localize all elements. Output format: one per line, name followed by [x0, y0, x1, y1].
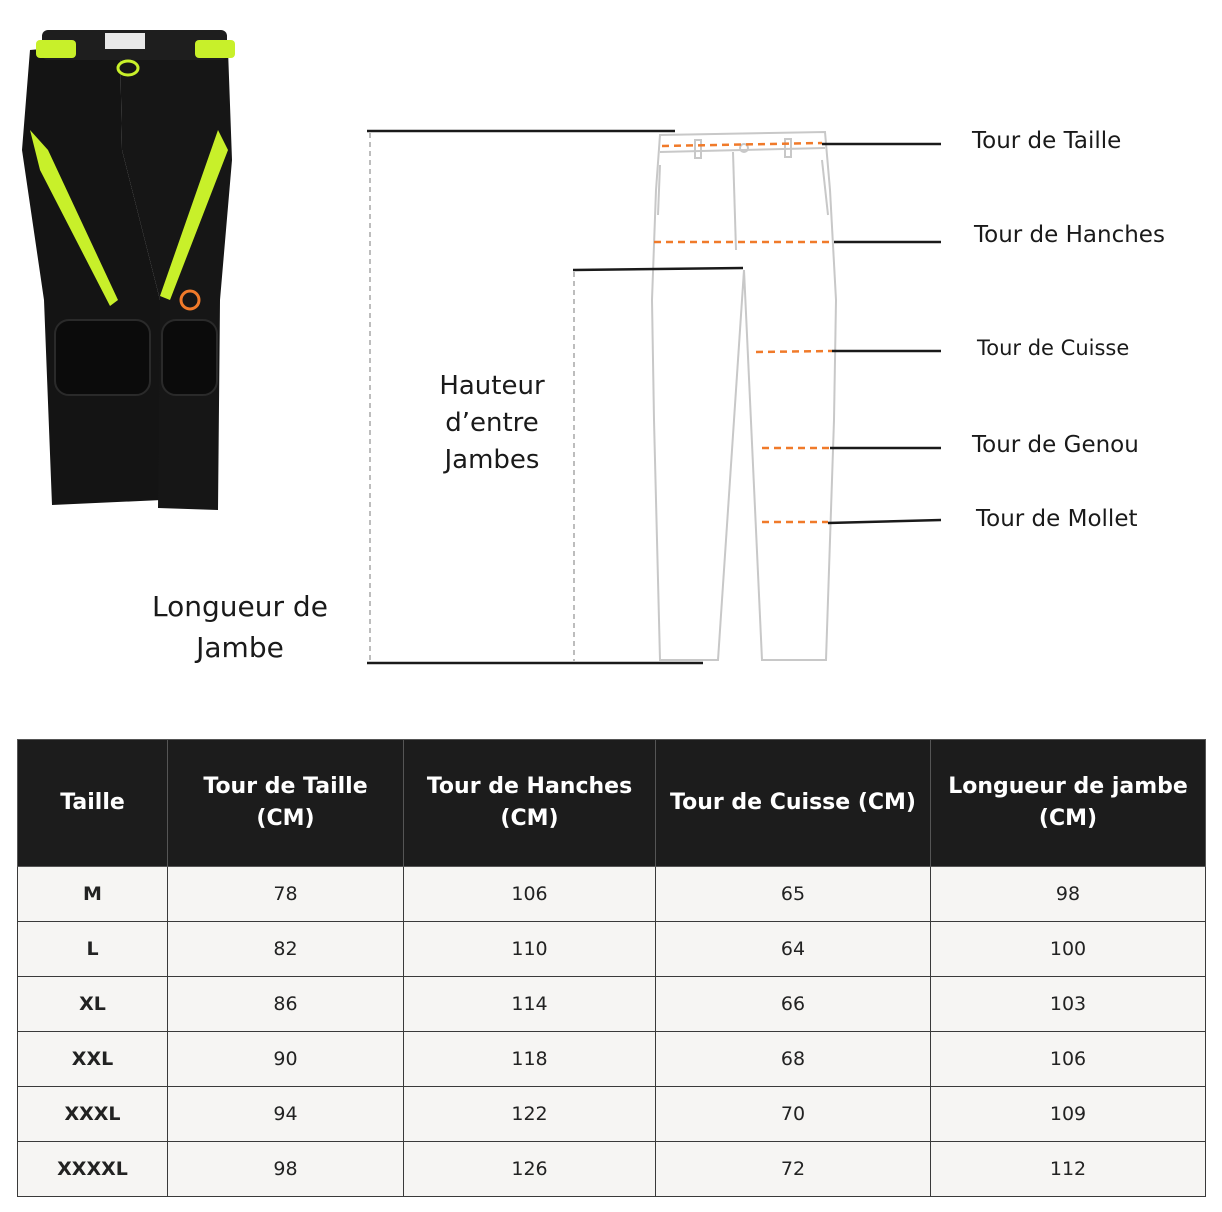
knee-pad-right — [162, 320, 217, 395]
size-table-body — [18, 867, 1206, 1197]
measurement-marks — [654, 143, 834, 522]
hips-label: Tour de Hanches — [974, 222, 1165, 248]
header-cell-thigh: Tour de Cuisse (CM) — [656, 740, 931, 867]
table-cell: 65 — [656, 867, 931, 922]
size-table — [17, 739, 1206, 1197]
table-cell: 68 — [656, 1032, 931, 1087]
product-photo — [22, 30, 235, 510]
knee-label: Tour de Genou — [972, 432, 1139, 458]
strap-right — [195, 40, 235, 58]
table-cell: 110 — [404, 922, 656, 977]
header-cell-hips: Tour de Hanches (CM) — [404, 740, 656, 867]
size-cell: L — [18, 922, 168, 977]
table-cell: 100 — [931, 922, 1206, 977]
inseam-label-line-2: d’entre — [445, 408, 539, 438]
knee-pad-left — [55, 320, 150, 395]
trouser-outline — [652, 132, 836, 660]
table-cell: 122 — [404, 1087, 656, 1142]
size-cell: XL — [18, 977, 168, 1032]
table-cell: 82 — [168, 922, 404, 977]
table-cell: 66 — [656, 977, 931, 1032]
table-cell: 109 — [931, 1087, 1206, 1142]
header-cell-size: Taille — [18, 740, 168, 867]
waist-label: Tour de Taille — [972, 128, 1122, 154]
inseam-label-line-1: Hauteur — [439, 371, 545, 401]
table-cell: 86 — [168, 977, 404, 1032]
size-cell: XXXL — [18, 1087, 168, 1142]
table-cell: 103 — [931, 977, 1206, 1032]
table-cell: 98 — [168, 1142, 404, 1197]
size-cell: M — [18, 867, 168, 922]
table-cell: 78 — [168, 867, 404, 922]
table-row — [18, 1087, 1206, 1142]
calf-label: Tour de Mollet — [976, 506, 1138, 532]
table-cell: 118 — [404, 1032, 656, 1087]
table-cell: 64 — [656, 922, 931, 977]
table-cell: 126 — [404, 1142, 656, 1197]
table-row — [18, 867, 1206, 922]
table-row — [18, 1142, 1206, 1197]
table-row — [18, 922, 1206, 977]
size-table-header — [18, 740, 1206, 867]
table-cell: 106 — [931, 1032, 1206, 1087]
leg-length-label-line-2: Jambe — [196, 631, 284, 664]
strap-left — [36, 40, 76, 58]
table-cell: 114 — [404, 977, 656, 1032]
table-cell: 90 — [168, 1032, 404, 1087]
table-cell: 106 — [404, 867, 656, 922]
size-cell: XXXXL — [18, 1142, 168, 1197]
leg-length-label-line-1: Longueur de — [152, 590, 328, 623]
header-cell-waist: Tour de Taille (CM) — [168, 740, 404, 867]
header-row — [18, 740, 1206, 867]
callout-lines — [822, 144, 941, 523]
inseam-label — [412, 368, 572, 479]
table-cell: 72 — [656, 1142, 931, 1197]
table-cell: 98 — [931, 867, 1206, 922]
table-cell: 94 — [168, 1087, 404, 1142]
table-cell: 70 — [656, 1087, 931, 1142]
inseam-label-line-3: Jambes — [444, 445, 540, 475]
label-patch — [105, 33, 145, 49]
table-row — [18, 1032, 1206, 1087]
size-cell: XXL — [18, 1032, 168, 1087]
table-row — [18, 977, 1206, 1032]
leg-length-label — [120, 586, 360, 668]
thigh-label: Tour de Cuisse — [977, 336, 1130, 360]
table-cell: 112 — [931, 1142, 1206, 1197]
header-cell-leg-length: Longueur de jambe (CM) — [931, 740, 1206, 867]
